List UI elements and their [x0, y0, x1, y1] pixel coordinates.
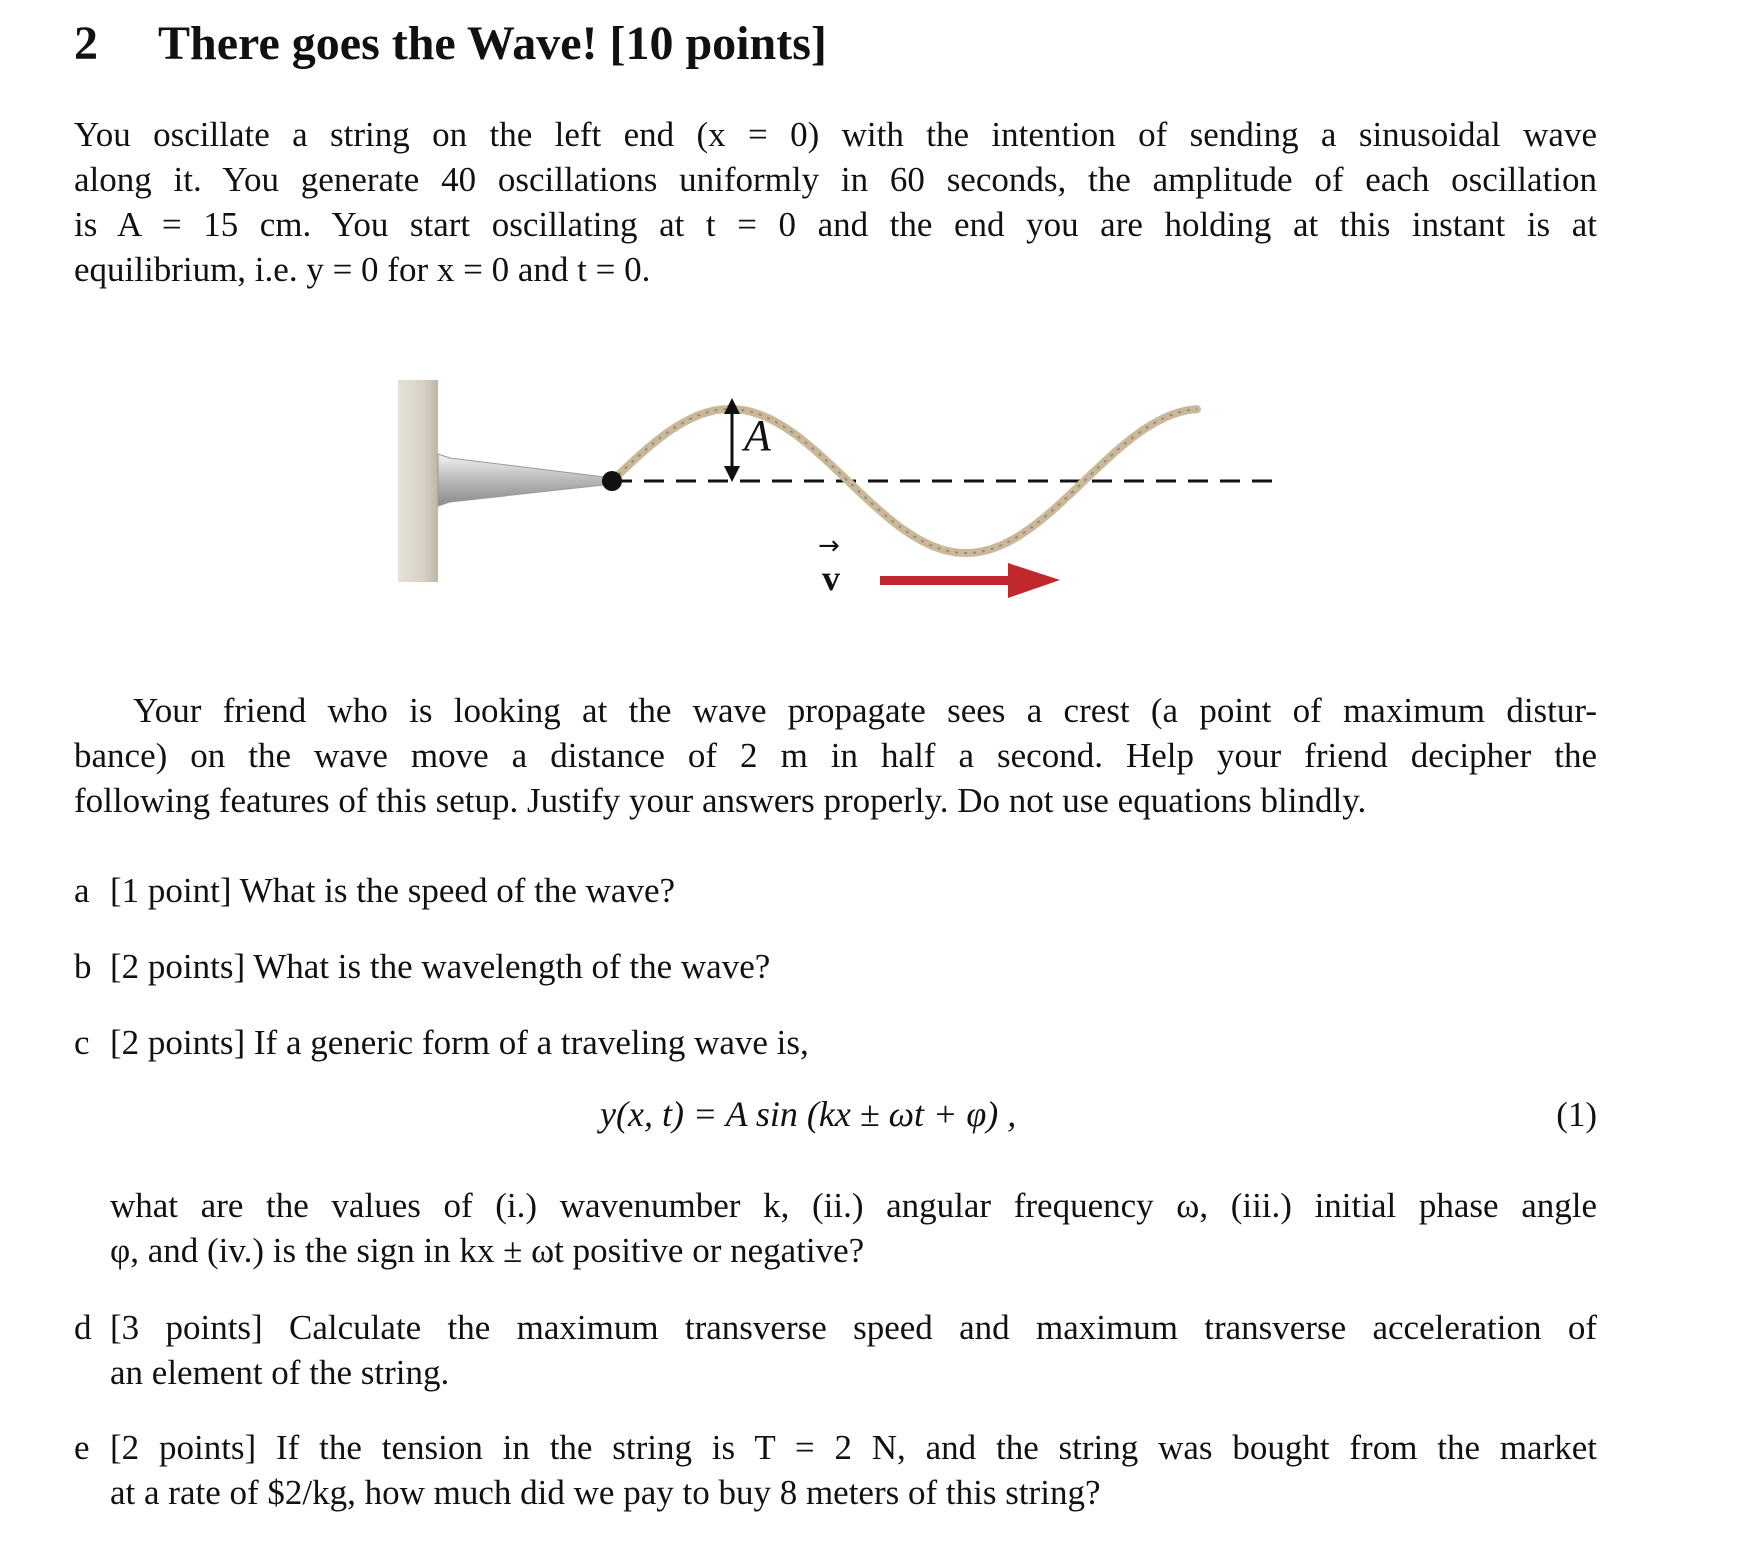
- part-b: [74, 944, 1597, 989]
- part-text: [2 points] If the tension in the string is T = 2 N, and the string was bought from the market: [110, 1428, 1597, 1467]
- part-text: [1 point] What is the speed of the wave?: [110, 871, 676, 910]
- part-label: d: [74, 1308, 92, 1347]
- part-text: [2 points] If a generic form of a traveling wave is,: [110, 1023, 809, 1062]
- part-text: [3 points] Calculate the maximum transverse speed and maximum transverse acceleration of: [110, 1308, 1597, 1347]
- part-c-followup: [110, 1183, 1597, 1273]
- friend-paragraph: [74, 688, 1597, 823]
- friend-line: bance) on the wave move a distance of 2 m in half a second. Help your friend decipher the: [74, 736, 1597, 775]
- part-d: [74, 1305, 1597, 1392]
- friend-line: Your friend who is looking at the wave propagate sees a crest (a point of maximum distur-: [133, 691, 1597, 730]
- velocity-label: v: [822, 558, 840, 598]
- part-label: a: [74, 871, 90, 910]
- wave-equation: y(x, t) = A sin (kx ± ωt + φ) ,: [600, 1094, 1017, 1134]
- friend-line: following features of this setup. Justify your answers properly. Do not use equations blindly.: [74, 781, 1367, 820]
- part-e: [74, 1425, 1597, 1512]
- intro-line: You oscillate a string on the left end (x = 0) with the intention of sending a sinusoidal wave: [74, 115, 1597, 154]
- part-c: [74, 1020, 1597, 1065]
- intro-line: is A = 15 cm. You start oscillating at t = 0 and the end you are holding at this instant is at: [74, 205, 1597, 244]
- peg: [438, 454, 612, 506]
- rope-end-dot: [602, 471, 622, 491]
- wall: [398, 380, 438, 582]
- part-a: [74, 868, 1597, 913]
- problem-heading: [74, 16, 827, 71]
- equation-number: (1): [1556, 1095, 1597, 1134]
- followup-line: φ, and (iv.) is the sign in kx ± ωt positive or negative?: [110, 1231, 865, 1270]
- velocity-arrow-shaft: [880, 576, 1030, 585]
- velocity-arrow-head: [1008, 563, 1060, 598]
- amplitude-label: A: [744, 411, 771, 460]
- part-label: c: [74, 1023, 90, 1062]
- intro-paragraph: [74, 112, 1597, 292]
- part-text: an element of the string.: [110, 1353, 450, 1392]
- problem-title: There goes the Wave! [10 points]: [158, 17, 827, 70]
- followup-line: what are the values of (i.) wavenumber k, (ii.) angular frequency ω, (iii.) initial phase angle: [110, 1186, 1597, 1225]
- intro-line: equilibrium, i.e. y = 0 for x = 0 and t = 0.: [74, 250, 651, 289]
- intro-line: along it. You generate 40 oscillations uniformly in 60 seconds, the amplitude of each oscillation: [74, 160, 1597, 199]
- part-label: b: [74, 947, 92, 986]
- velocity-arrow-glyph: →: [818, 531, 840, 561]
- wave-figure: [390, 370, 1290, 610]
- part-text: [2 points] What is the wavelength of the wave?: [110, 947, 771, 986]
- part-label: e: [74, 1428, 90, 1467]
- problem-number: 2: [74, 17, 98, 70]
- part-text: at a rate of $2/kg, how much did we pay to buy 8 meters of this string?: [110, 1473, 1101, 1512]
